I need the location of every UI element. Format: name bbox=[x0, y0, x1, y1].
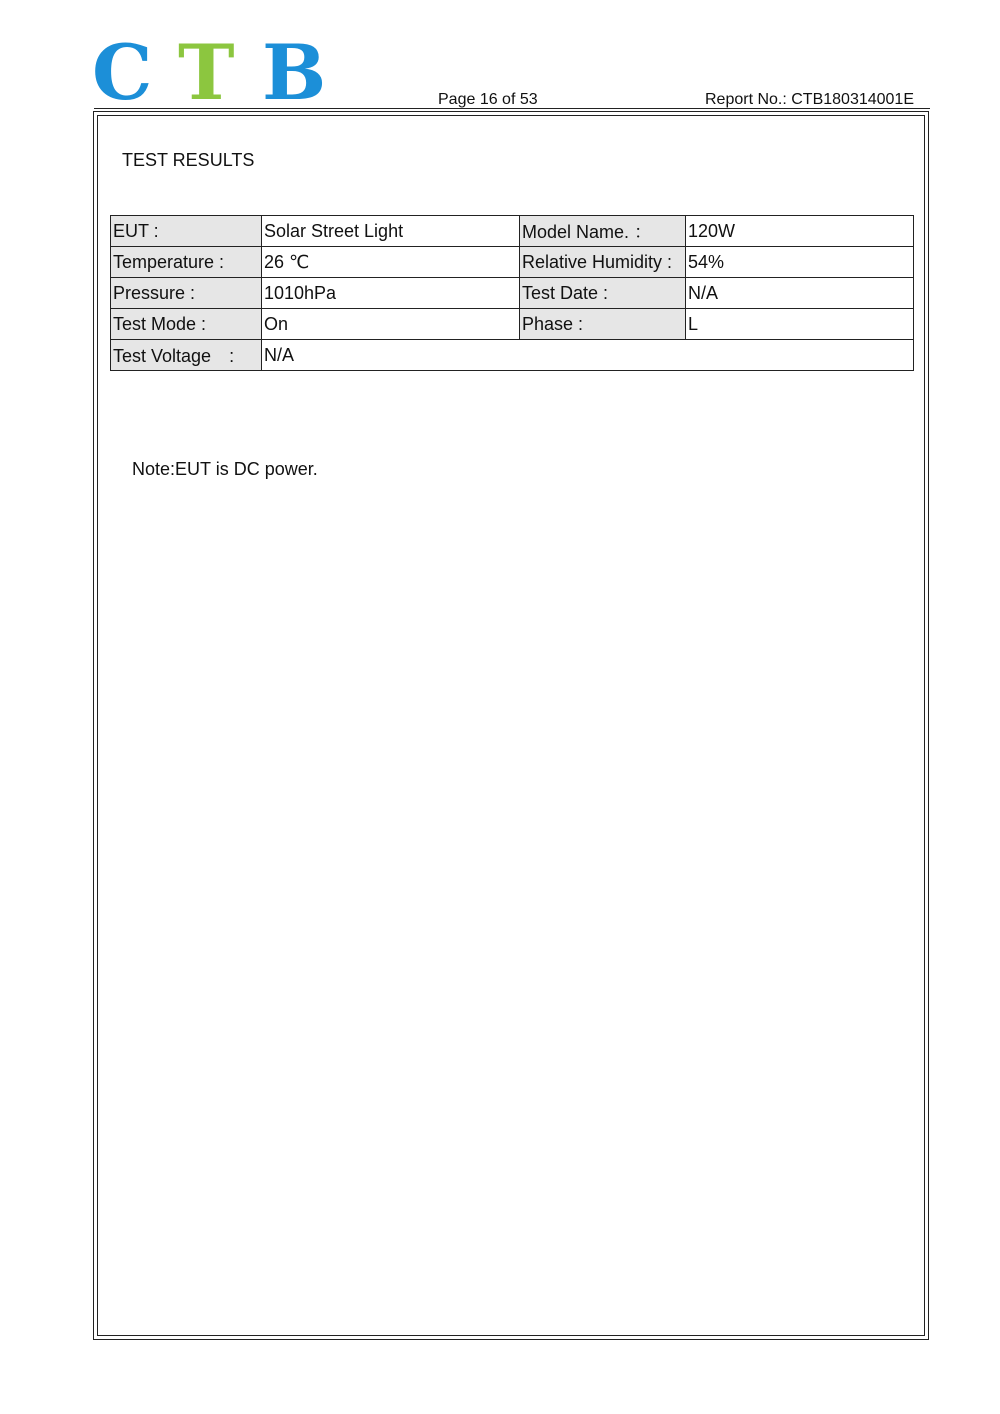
eut-label: EUT : bbox=[111, 216, 262, 247]
model-name-label: Model Name. ： bbox=[520, 216, 686, 247]
temperature-label: Temperature : bbox=[111, 247, 262, 278]
eut-value: Solar Street Light bbox=[262, 216, 520, 247]
logo-letter-c: C bbox=[92, 36, 153, 108]
test-date-label: Test Date : bbox=[520, 278, 686, 309]
header-divider bbox=[94, 108, 930, 109]
table-row bbox=[111, 216, 914, 247]
table-row bbox=[111, 309, 914, 340]
note-text: Note:EUT is DC power. bbox=[132, 459, 318, 479]
test-mode-value: On bbox=[262, 309, 520, 340]
report-number: Report No.: CTB180314001E bbox=[704, 91, 914, 108]
test-voltage-label: Test Voltage : bbox=[111, 340, 262, 371]
logo-letter-b: B bbox=[262, 36, 327, 108]
table-row bbox=[111, 340, 914, 371]
pressure-value: 1010hPa bbox=[262, 278, 520, 309]
humidity-label: Relative Humidity : bbox=[520, 247, 686, 278]
ctb-logo bbox=[90, 36, 340, 108]
table-row bbox=[111, 247, 914, 278]
phase-value: L bbox=[686, 309, 914, 340]
test-voltage-value: N/A bbox=[262, 340, 914, 371]
table-row bbox=[111, 278, 914, 309]
temperature-value: 26 ℃ bbox=[262, 247, 520, 278]
phase-label: Phase : bbox=[520, 309, 686, 340]
test-date-value: N/A bbox=[686, 278, 914, 309]
model-name-value: 120W bbox=[686, 216, 914, 247]
pressure-label: Pressure : bbox=[111, 278, 262, 309]
humidity-value: 54% bbox=[686, 247, 914, 278]
section-title: TEST RESULTS bbox=[122, 150, 255, 170]
page-number: Page 16 of 53 bbox=[438, 91, 538, 108]
logo-letter-t: T bbox=[178, 36, 235, 108]
test-mode-label: Test Mode : bbox=[111, 309, 262, 340]
test-results-table bbox=[110, 215, 914, 371]
